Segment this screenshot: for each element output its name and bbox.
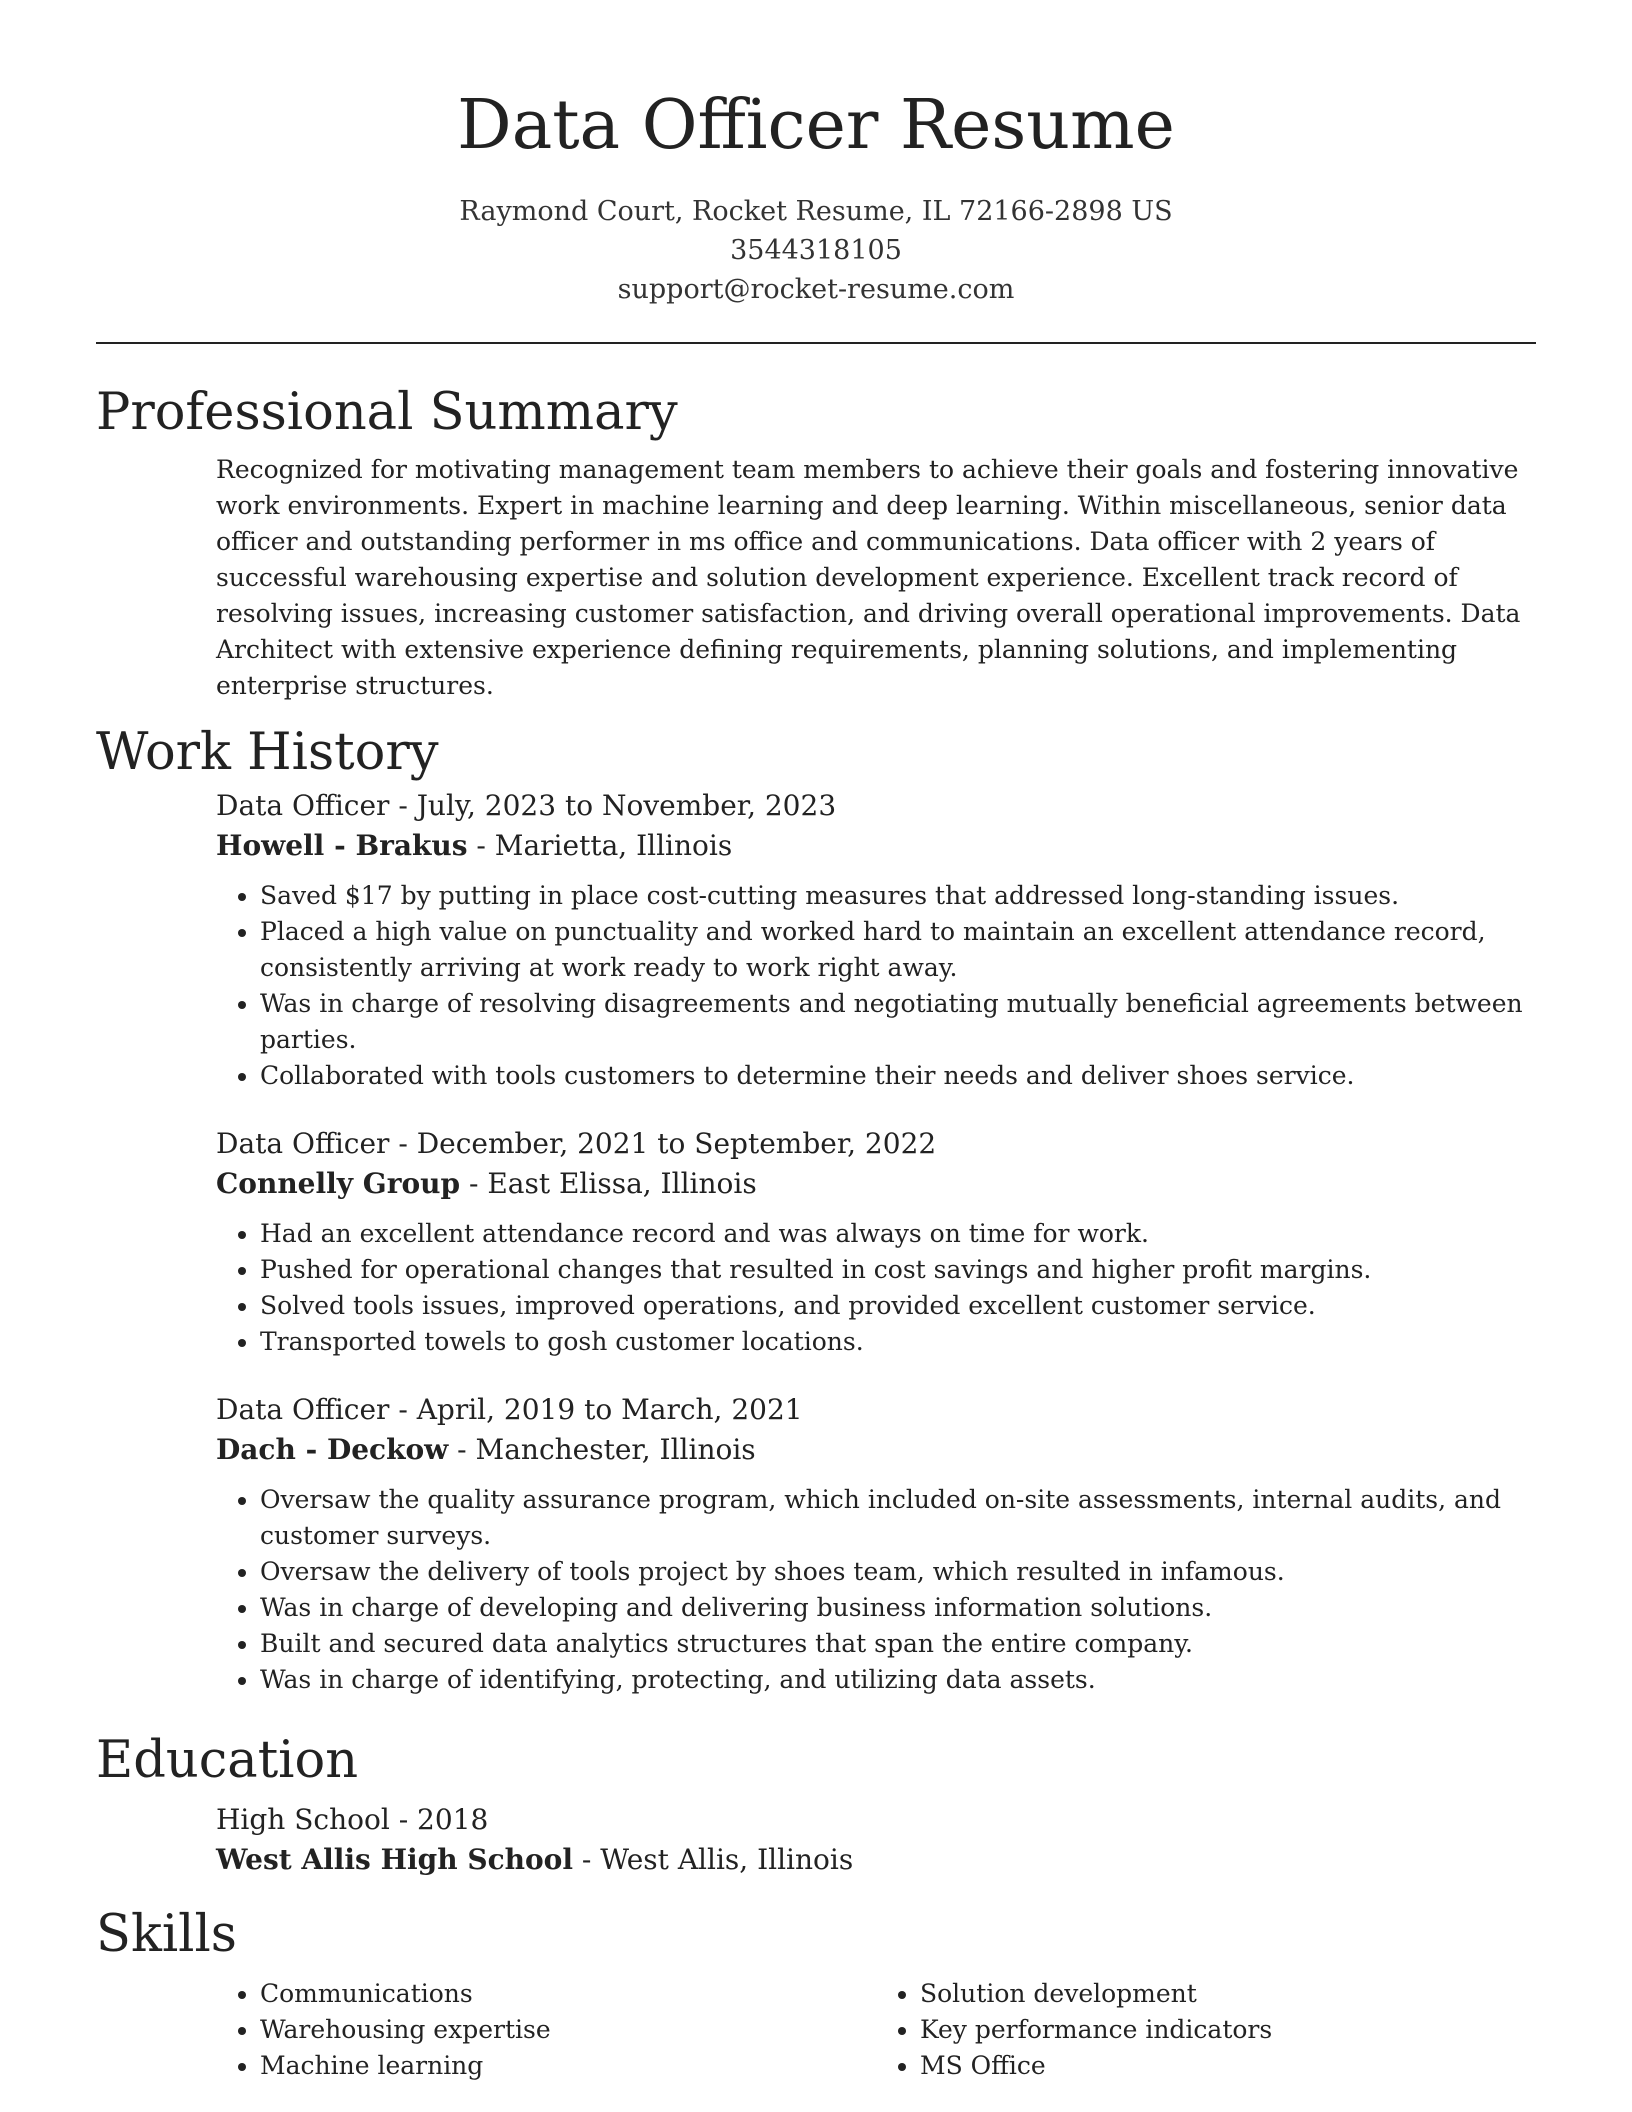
education-entry <box>216 1800 1536 1880</box>
job-duties <box>216 1216 1536 1360</box>
list-item: • Had an excellent attendance record and was always on time for work. <box>260 1216 1536 1252</box>
job-entry <box>216 1124 1536 1360</box>
job-employer <box>216 1164 1536 1204</box>
skills-column-right <box>876 1976 1536 2084</box>
list-item: • Built and secured data analytics structures that span the entire company. <box>260 1626 1536 1662</box>
list-item: • Was in charge of identifying, protecting, and utilizing data assets. <box>260 1662 1536 1698</box>
job-title: Data Officer - July, 2023 to November, 2023 <box>216 789 837 822</box>
list-item: • Placed a high value on punctuality and worked hard to maintain an excellent attendance record, consistently arriving at work ready to work right away. <box>260 914 1536 986</box>
phone: 3544318105 <box>730 235 902 266</box>
list-item: • Key performance indicators <box>920 2012 1536 2048</box>
job-entry <box>216 1390 1536 1698</box>
skills-column-left <box>216 1976 876 2084</box>
list-item: • Warehousing expertise <box>260 2012 876 2048</box>
employer-name: Dach - Deckow <box>216 1433 449 1466</box>
list-item: • MS Office <box>920 2048 1536 2084</box>
contact-info <box>0 192 1632 309</box>
list-item: • Was in charge of resolving disagreements and negotiating mutually beneficial agreements between parties. <box>260 986 1536 1058</box>
list-item: • Was in charge of developing and delivering business information solutions. <box>260 1590 1536 1626</box>
summary-heading: Professional Summary <box>96 383 678 442</box>
work-history-heading: Work History <box>96 723 439 782</box>
address: Raymond Court, Rocket Resume, IL 72166-2898 US <box>459 196 1173 227</box>
list-item: • Solution development <box>920 1976 1536 2012</box>
employer-name: Howell - Brakus <box>216 829 468 862</box>
resume-header <box>0 0 1632 309</box>
job-title: Data Officer - December, 2021 to September, 2022 <box>216 1127 937 1160</box>
list-item: • Solved tools issues, improved operations, and provided excellent customer service. <box>260 1288 1536 1324</box>
list-item: • Transported towels to gosh customer locations. <box>260 1324 1536 1360</box>
list-item: • Oversaw the delivery of tools project by shoes team, which resulted in infamous. <box>260 1554 1536 1590</box>
skills-heading: Skills <box>96 1905 237 1964</box>
education-school <box>216 1840 1536 1880</box>
job-duties <box>216 878 1536 1094</box>
summary-text: Recognized for motivating management team members to achieve their goals and fostering innovative work environments. Expert in machine learning and deep learning. Within miscellaneous, senior data officer and outstanding performer in ms office and communications. Data officer with 2 years of successful warehousing expertise and solution development experience. Excellent track record of resolving issues, increasing customer satisfaction, and driving overall operational improvements. Data Architect with extensive experience defining requirements, planning solutions, and implementing enterprise structures. <box>216 455 1521 700</box>
school-name: West Allis High School <box>216 1843 573 1876</box>
school-location: - West Allis, Illinois <box>572 1843 854 1876</box>
job-duties <box>216 1482 1536 1698</box>
education-degree: High School - 2018 <box>216 1803 489 1836</box>
job-title: Data Officer - April, 2019 to March, 2021 <box>216 1393 803 1426</box>
employer-location: - Manchester, Illinois <box>448 1433 756 1466</box>
job-employer <box>216 826 1536 866</box>
job-employer <box>216 1430 1536 1470</box>
header-divider <box>96 342 1536 344</box>
list-item: • Communications <box>260 1976 876 2012</box>
employer-name: Connelly Group <box>216 1167 461 1200</box>
list-item: • Saved $17 by putting in place cost-cutting measures that addressed long-standing issues. <box>260 878 1536 914</box>
list-item: • Oversaw the quality assurance program, which included on-site assessments, internal audits, and customer surveys. <box>260 1482 1536 1554</box>
education-heading: Education <box>96 1731 359 1790</box>
list-item: • Pushed for operational changes that resulted in cost savings and higher profit margins. <box>260 1252 1536 1288</box>
resume-body <box>96 380 1536 2084</box>
resume-title: Data Officer Resume <box>457 86 1175 165</box>
list-item: • Collaborated with tools customers to determine their needs and deliver shoes service. <box>260 1058 1536 1094</box>
employer-location: - Marietta, Illinois <box>467 829 733 862</box>
job-entry <box>216 786 1536 1094</box>
skills-list <box>216 1976 1536 2084</box>
employer-location: - East Elissa, Illinois <box>460 1167 757 1200</box>
list-item: • Machine learning <box>260 2048 876 2084</box>
email: support@rocket-resume.com <box>617 274 1015 305</box>
